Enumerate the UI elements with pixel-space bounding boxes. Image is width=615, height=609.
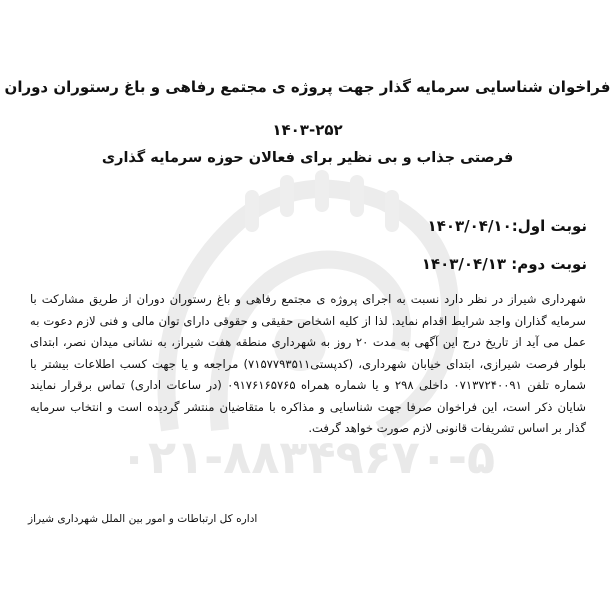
watermark-phone-number: ۰۲۱-۸۸۳۴۹۶۷۰-۵ (119, 430, 496, 484)
notice-subtitle: فرصتی جذاب و بی نظیر برای فعالان حوزه سرمایه گذاری (101, 150, 514, 166)
second-turn-date: نوبت دوم: ۱۴۰۳/۰۴/۱۳ (421, 255, 587, 273)
issuer-name: اداره کل ارتباطات و امور بین الملل شهرداری شیراز (28, 513, 258, 525)
issuer-footer (28, 512, 428, 526)
notice-body: شهرداری شیراز در نظر دارد نسبت به اجرای پروژه ی مجتمع رفاهی و باغ رستوران دوران از طریق مشارکت با سرمایه گذاران واجد شرایط اقدام نماید. لذا از کلیه اشخاص حقیقی و حقوقی دارای توان مالی و فنی لازم دعوت به عمل می آید از تاریخ درج این آگهی به مدت ۲۰ روز به شهرداری منطقه هفت شیراز، به نشانی میدان نصر، ابتدای بلوار فرصت شیرازی، ابتدای خیابان شهرداری، (کدپستی۷۱۵۷۷۹۳۵۱۱) مراجعه و یا جهت کسب اطلاعات بیشتر با شماره تلفن ۰۷۱۳۷۲۴۰۰۹۱ داخلی ۲۹۸ و یا شماره همراه ۰۹۱۷۶۱۶۵۷۶۵ (در ساعات اداری) تماس برقرار نمایند شایان ذکر است، این فراخوان صرفا جهت شناسایی و مذاکره با متقاضیان منتشر گردیده است و انتخاب سرمایه گذار بر اساس تشریفات قانونی لازم صورت خواهد گرفت. (30, 292, 586, 435)
notice-number: ۱۴۰۳-۲۵۲ (272, 121, 343, 139)
notice-title: فراخوان شناسایی سرمایه گذار جهت پروژه ی مجتمع رفاهی و باغ رستوران دوران (4, 78, 611, 96)
first-turn-date: نوبت اول:۱۴۰۳/۰۴/۱۰ (427, 217, 587, 235)
